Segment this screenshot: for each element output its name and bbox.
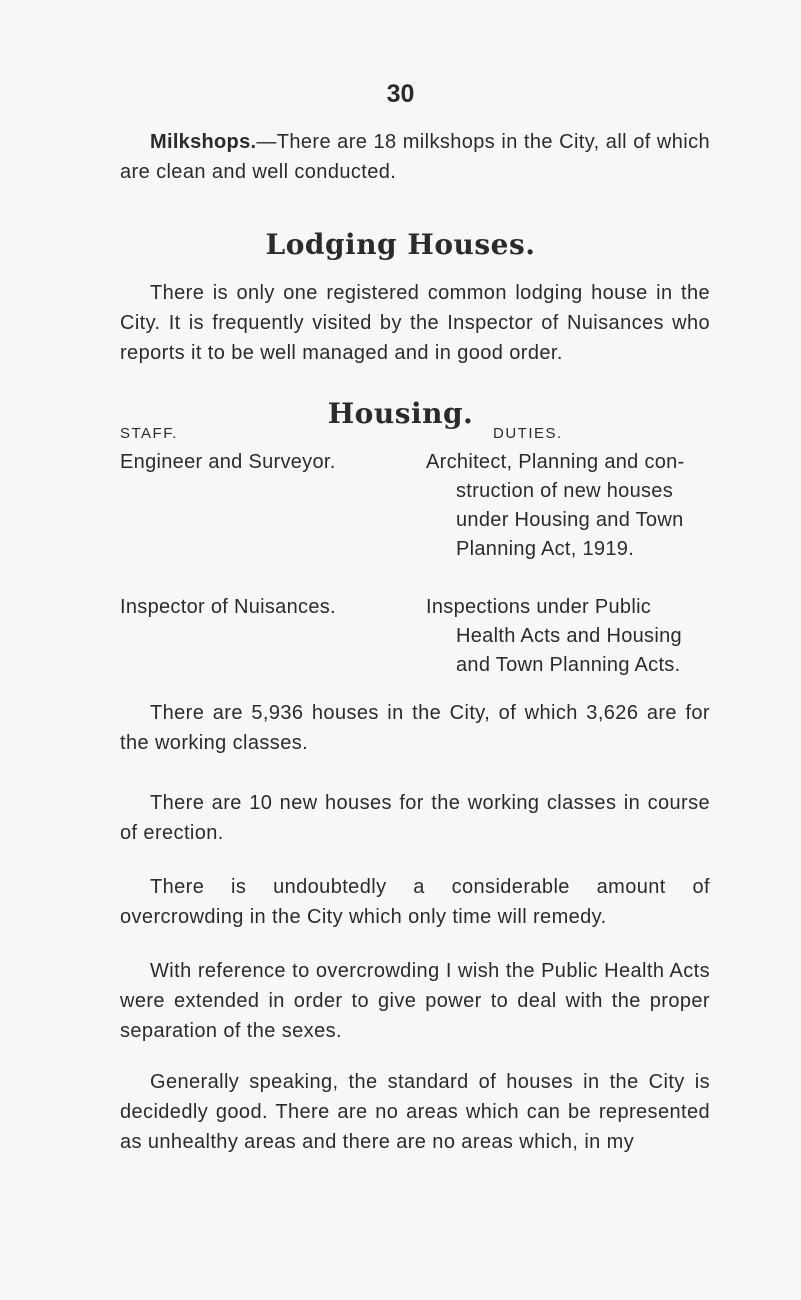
standard-of-houses-paragraph: Generally speaking, the standard of houses in the City is decidedly good. There are no areas which can be represented as unhealthy areas and there are no areas which, in my xyxy=(120,1071,710,1153)
lodging-houses-heading: Lodging Houses. xyxy=(265,228,536,261)
duty-line: under Housing and Town xyxy=(456,509,684,531)
duty-line: and Town Planning Acts. xyxy=(456,654,681,676)
milkshops-run-head: Milkshops. xyxy=(150,131,257,153)
duties-engineer xyxy=(426,448,710,564)
duty-line: Inspections under Public xyxy=(426,596,652,618)
milkshops-text: —There are 18 milkshops in the City, all of which are clean and well conducted. xyxy=(120,131,710,183)
duties-inspector xyxy=(426,593,710,680)
duty-line: Architect, Planning and con- xyxy=(426,451,685,473)
lodging-houses-paragraph: There is only one registered common lodging house in the City. It is frequently visited by the Inspector of Nuisances who reports it to be well managed and in good order. xyxy=(120,282,710,364)
duty-line: struction of new houses xyxy=(456,480,674,502)
milkshops-paragraph xyxy=(120,127,710,187)
page-number: 30 xyxy=(386,80,415,108)
overcrowding-paragraph: There is undoubtedly a considerable amount of overcrowding in the City which only time will remedy. xyxy=(120,876,710,928)
staff-engineer: Engineer and Surveyor. xyxy=(120,451,336,473)
duty-line: Health Acts and Housing xyxy=(456,625,682,647)
houses-count-paragraph: There are 5,936 houses in the City, of which 3,626 are for the working classes. xyxy=(120,702,710,754)
staff-inspector: Inspector of Nuisances. xyxy=(120,596,336,618)
housing-heading: Housing. xyxy=(327,397,474,430)
new-houses-paragraph: There are 10 new houses for the working classes in course of erection. xyxy=(120,792,710,844)
public-health-acts-paragraph: With reference to overcrowding I wish the Public Health Acts were extended in order to give power to deal with the proper separation of the sexes. xyxy=(120,960,710,1042)
duty-line: Planning Act, 1919. xyxy=(456,538,635,560)
staff-column-header: STAFF. xyxy=(120,425,178,442)
duties-column-header: DUTIES. xyxy=(493,425,563,442)
